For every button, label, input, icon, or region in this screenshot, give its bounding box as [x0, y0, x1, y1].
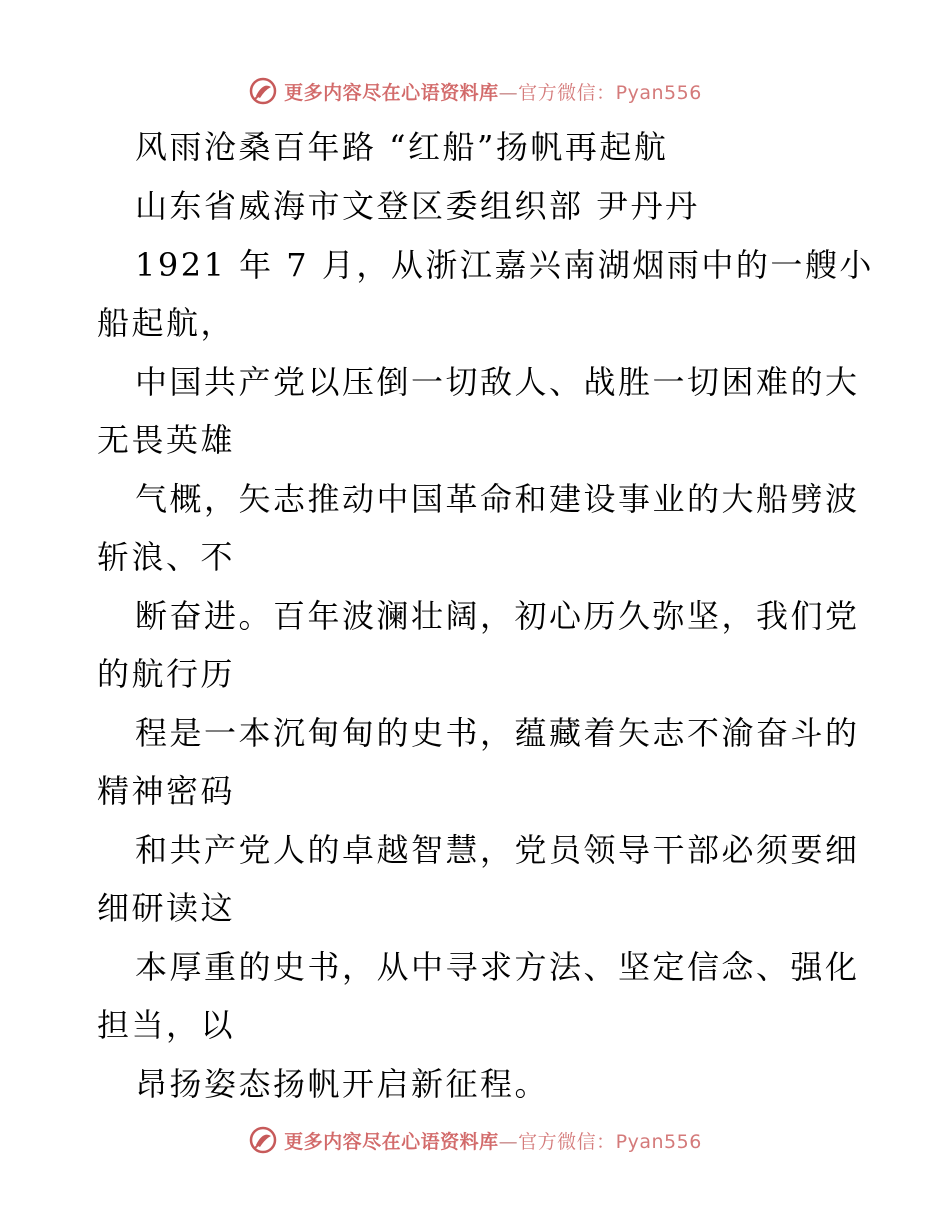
paragraph-line: 昂扬姿态扬帆开启新征程。	[135, 1065, 550, 1103]
banner-main-text: 更多内容尽在心语资料库	[284, 1130, 499, 1153]
paragraph-line: 程是一本沉甸甸的史书，蕴藏着矢志不渝奋斗的	[135, 714, 860, 752]
paragraph-line: 气概，矢志推动中国革命和建设事业的大船劈波	[135, 480, 860, 518]
document-title: 风雨沧桑百年路 “红船”扬帆再起航	[135, 128, 669, 166]
paragraph-line: 精神密码	[97, 772, 236, 810]
banner-text	[284, 1127, 702, 1154]
banner-text	[284, 78, 702, 105]
paragraph-line: 船起航，	[97, 304, 236, 342]
document-author: 山东省威海市文登区委组织部 尹丹丹	[135, 187, 700, 225]
ribbon-seal-icon	[248, 1125, 278, 1155]
banner-wechat-text: 官方微信：Pyan556	[518, 81, 702, 104]
banner-separator: —	[498, 1130, 519, 1153]
footer-banner	[0, 1120, 950, 1160]
paragraph-line: 担当，以	[97, 1006, 236, 1044]
banner-separator: —	[498, 81, 519, 104]
paragraph-line: 本厚重的史书，从中寻求方法、坚定信念、强化	[135, 948, 860, 986]
banner-wechat-text: 官方微信：Pyan556	[518, 1130, 702, 1153]
paragraph-line: 的航行历	[97, 655, 236, 693]
paragraph-line: 细研读这	[97, 889, 236, 927]
paragraph-line: 斩浪、不	[97, 538, 236, 576]
paragraph-line: 1921 年 7 月，从浙江嘉兴南湖烟雨中的一艘小	[135, 246, 874, 284]
paragraph-line: 和共产党人的卓越智慧，党员领导干部必须要细	[135, 831, 860, 869]
paragraph-line: 断奋进。百年波澜壮阔，初心历久弥坚，我们党	[135, 597, 860, 635]
ribbon-seal-icon	[248, 76, 278, 106]
paragraph-line: 无畏英雄	[97, 421, 236, 459]
paragraph-line: 中国共产党以压倒一切敌人、战胜一切困难的大	[135, 363, 860, 401]
header-banner	[0, 71, 950, 111]
banner-main-text: 更多内容尽在心语资料库	[284, 81, 499, 104]
